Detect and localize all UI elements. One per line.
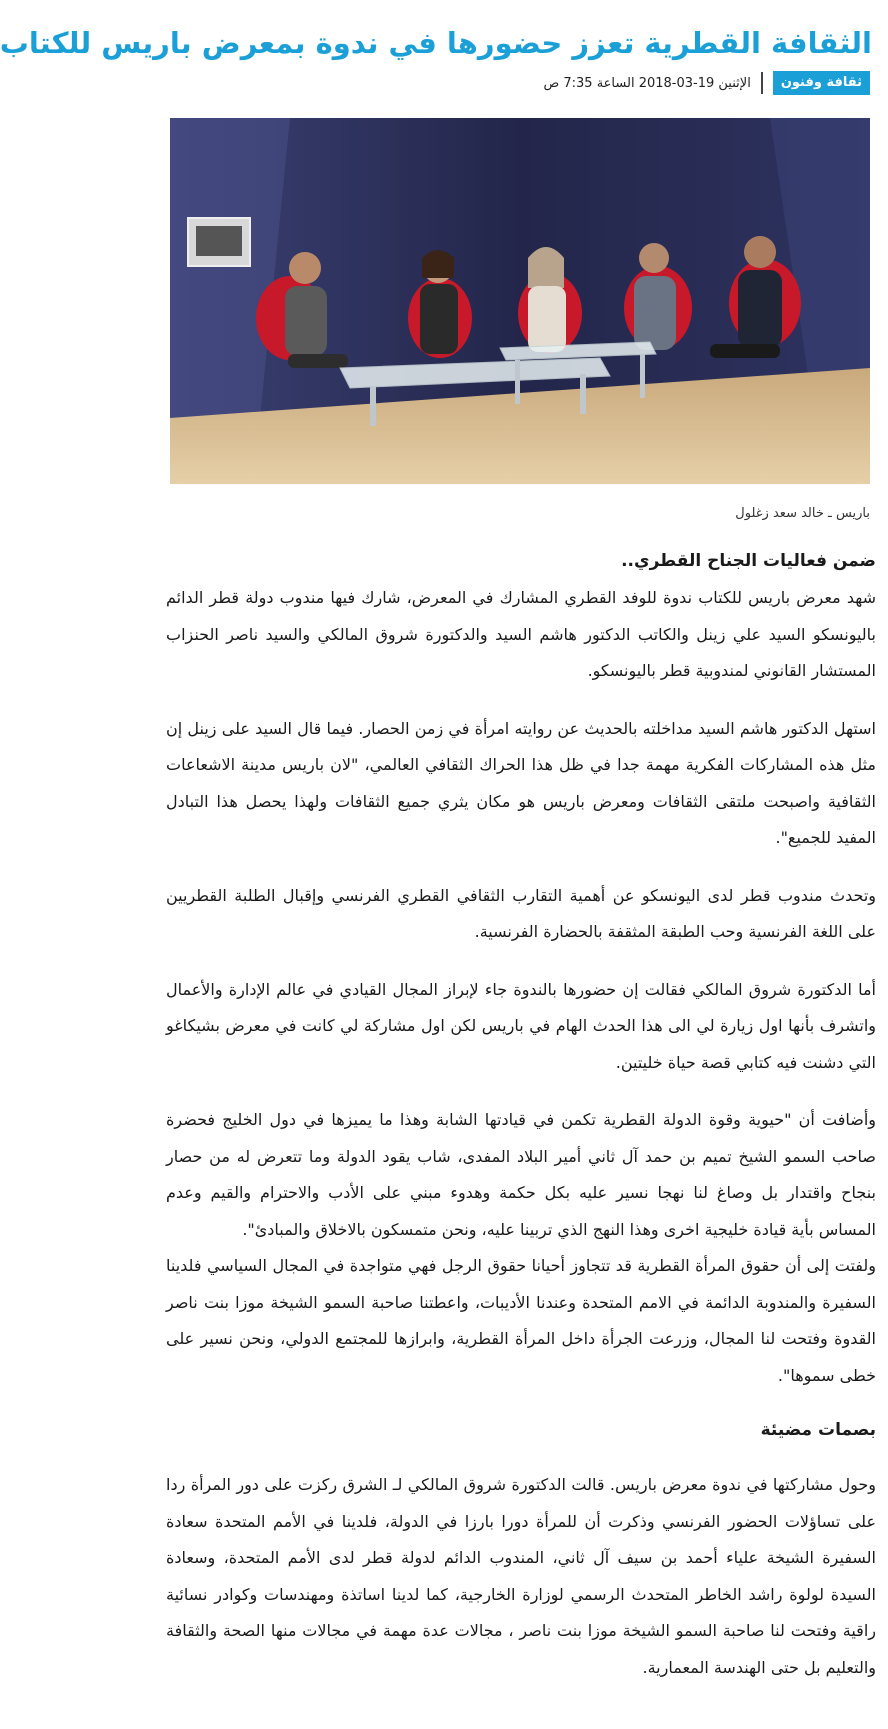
- paragraph-1: شهد معرض باريس للكتاب ندوة للوفد القطري المشارك في المعرض، شارك فيها مندوب دولة قطر الدائم باليونسكو السيد علي زينل والكاتب الدكتور هاشم السيد والدكتورة شروق المالكي والسيد ناصر الحنزاب المستشار القانوني لمندوبية قطر باليونسكو.: [166, 588, 876, 680]
- article-body: [166, 546, 876, 1707]
- category-badge[interactable]: ثقافة وفنون: [773, 71, 870, 95]
- article-title: الثقافة القطرية تعزز حضورها في ندوة بمعرض باريس للكتاب: [0, 26, 872, 61]
- paragraph-5: وأضافت أن "حيوية وقوة الدولة القطرية تكمن في قيادتها الشابة وهذا ما يميزها في دول الخليج فحضرة صاحب السمو الشيخ تميم بن حمد آل ثاني أمير البلاد المفدى، شاب يقود الدولة وما تتعرض له من حصار بنجاح واقتدار بل وصاغ لنا نهجا نسير عليه بكل حكمة وهدوء مبني على الأدب والاحترام والقيم وعدم المساس بأية قيادة خليجية اخرى وهذا النهج الذي تربينا عليه، ونحن متمسكون بالاخلاق والمبادئ".: [166, 1110, 876, 1239]
- paragraph-7: وحول مشاركتها في ندوة معرض باريس. قالت الدكتورة شروق المالكي لـ الشرق ركزت على دور المرأة ردا على تساؤلات الحضور الفرنسي وذكرت أن للمرأة دورا بارزا في الدولة، فلدينا في الأمم المتحدة سعادة السفيرة الشيخة علياء أحمد بن سيف آل ثاني، المندوب الدائم لدولة قطر لدى الأمم المتحدة، وسعادة السيدة لولوة راشد الخاطر المتحدث الرسمي لوزارة الخارجية، كما لدينا اساتذة ومهندسات وكوادر نسائية راقية وفتحت لنا صاحبة السمو الشيخة موزا بنت ناصر ، مجالات عدة مهمة في مجالات منها الصحة والثقافة والتعليم بل حتى الهندسة المعمارية.: [166, 1475, 876, 1677]
- photo-caption: باريس ـ خالد سعد زغلول: [735, 506, 870, 521]
- paragraph-4: أما الدكتورة شروق المالكي فقالت إن حضورها بالندوة جاء لإبراز المجال القيادي في عالم الإدارة والأعمال واتشرف بأنها اول زيارة لي الى هذا الحدث الهام في باريس لكن اول مشاركة لي كانت في معرض بشيكاغو التي دشنت فيه كتابي قصة حياة خليتين.: [166, 979, 876, 1072]
- subheading-1: ضمن فعاليات الجناح القطري..: [621, 551, 876, 571]
- paragraph-6: ولفتت إلى أن حقوق المرأة القطرية قد تتجاوز أحيانا حقوق الرجل فهي متواجدة في المجال السياسي فلدينا السفيرة والمندوبة الدائمة في الامم المتحدة وعندنا الأديبات، واعطتنا صاحبة السمو الشيخة موزا بنت ناصر القدوة وفتحت لنا المجال، وزرعت الجرأة داخل المرأة القطرية، وابرازها للمجتمع الدولي، ونحن نسير على خطى سموها".: [166, 1256, 876, 1385]
- publish-date: الإثنين 19-03-2018 الساعة 7:35 ص: [543, 75, 751, 91]
- meta-divider: [761, 72, 763, 94]
- paragraph-2: استهل الدكتور هاشم السيد مداخلته بالحديث عن روايته امرأة في زمن الحصار. فيما قال السيد على زينل إن مثل هذه المشاركات الفكرية مهمة جدا في ظل هذا الحراك الثقافي العالمي، "لان باريس مدينة الاشعاعات الثقافية واصبحت ملتقى الثقافات ومعرض باريس هو مكان يثري جميع الثقافات ولهذا يحصل هذا التبادل المفيد للجميع".: [166, 718, 876, 847]
- paragraph-3: وتحدث مندوب قطر لدى اليونسكو عن أهمية التقارب الثقافي القطري الفرنسي وإقبال الطلبة القطريين على اللغة الفرنسية وحب الطبقة المثقفة بالحضارة الفرنسية.: [166, 885, 876, 941]
- subheading-2: بصمات مضيئة: [760, 1420, 876, 1440]
- article-meta: [544, 70, 871, 96]
- panel-discussion-photo: [170, 118, 870, 484]
- article-photo: [170, 118, 870, 484]
